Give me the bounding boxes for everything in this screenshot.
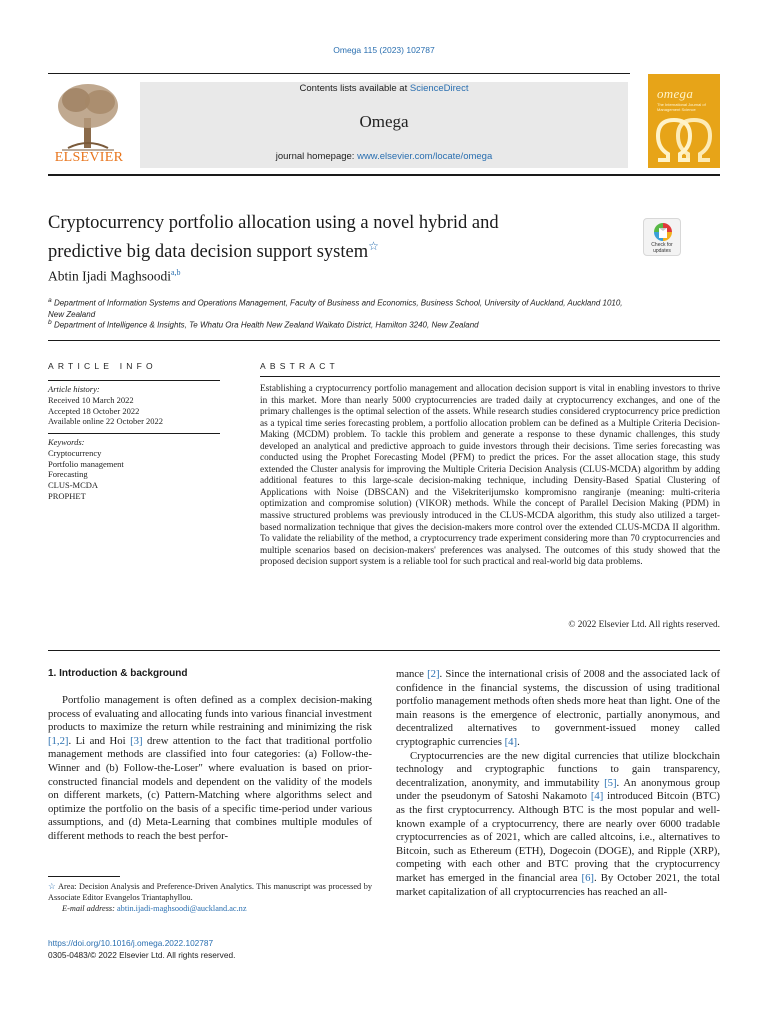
title-line-1: Cryptocurrency portfolio allocation using a novel hybrid and [48,213,499,233]
elsevier-wordmark: ELSEVIER [54,150,124,165]
author-affiliation-marks[interactable]: a,b [171,268,181,277]
abstract-text: Establishing a cryptocurrency portfolio management and allocation decision support is vital in enabling investors to thrive in this market. More than nearly 5000 cryptocurrencies are traded daily at cryptocurrency exchanges, and one of the primary challenges is the optimal selection of the assets. While research studies considered cryptocurrency price prediction as a typical time series forecasting problem, a portfolio allocation problem can be defined as a Multiple Criteria Decision-Making (MCDM) problem. To tackle this problem and generate a response to these dynamic challenges, this study developed an analytical and predictive approach to guide investors through their decisions. Time series forecasting was conducted using the Prophet Forecasting Model (PFM) to predict the prices. For the asset allocation stage, this study extended the Cluster analysis for improving the Multiple Criteria Decision Analysis (CLUS-MCDA) algorithm by adding additional features to this large-scale decision-making technique, including Density-Based Spatial Clustering of Applications with Noise (DBSCAN) and the Višekriterijumsko kompromisno rangiranje (meaning: multi-criteria optimization and compromise solution) (VIKOR) methods. While the concept of Parallel Decision Making (PDM) in massive structured problems was previously introduced in the CLUS-MCDA algorithm, this study also utilized a target-based normalization technique that gives the decision-makers more control over the extended CLUS-MCDA II algorithm. To validate the reliability of the method, a cryptocurrency trade experiment considering more than 70 cryptocurrencies and multiple scenarios based on decision-makers' preferences was analysed. The outcomes of this study showed that the proposed decision support system is a reliable tool for such practical and real-world big data problems. [260,384,720,568]
footnote-rule [48,876,120,877]
doi-link[interactable]: https://doi.org/10.1016/j.omega.2022.102787 [48,938,214,948]
check-for-updates-button[interactable] [643,218,681,256]
accepted-date: Accepted 18 October 2022 [48,405,140,416]
footnote-email [48,903,372,914]
affiliation-b-mark: b [48,319,52,326]
affiliation-rule [48,340,720,341]
homepage-prefix: journal homepage: [275,151,358,162]
affiliation-b [48,317,628,331]
journal-cover[interactable] [648,74,720,168]
affiliation-b-text: Department of Intelligence & Insights, Te Whatu Ora Health New Zealand Waikato District, Hamilton 3240, New Zealand [53,320,479,330]
keyword-item[interactable]: PROPHET [48,490,86,501]
paper-title [48,212,608,264]
author-email-link[interactable]: abtin.ijadi-maghsoodi@auckland.ac.nz [117,904,247,913]
history-label: Article history: [48,384,100,394]
section-title: 1. Introduction & background [48,668,188,679]
citation-link[interactable]: [1,2] [48,734,69,747]
article-info-rule [48,380,220,381]
author-line [48,268,181,285]
keywords-label: Keywords: [48,437,85,447]
journal-homepage-line [140,151,628,162]
crossmark-label: Check for updates [651,242,673,254]
article-info-heading: ARTICLE INFO [48,361,157,371]
footnote-star: ☆ [48,882,56,891]
abstract-heading: ABSTRACT [260,361,339,371]
crossmark-icon [653,222,673,242]
body-paragraph: Cryptocurrencies are the new digital currencies that utilize blockchain technology and cryptographic functions to gain transparency, decentralization, anonymity, and immutability [5]. An anonymous group under the pseudonym of Satoshi Nakamoto [4] introduced Bitcoin (BTC) as the first cryptocurrency. Although BTC is the most popular and well-known example of a cryptocurrency, there are nearly over 6000 tradable cryptocurrencies as of 2021, which are called altcoins, i.e., alternatives to Bitcoin, such as Ethereum (ETH), Dogecoin (DOGE), and Ripple (XRP), competing with each other and BTC proving that the cryptocurrency market has emerged in the financial area [6]. By October 2021, the total market capitalization of all cryptocurrencies has reached an all- [396,749,720,898]
body-paragraph: mance [2]. Since the international crisis of 2008 and the associated lack of confidence in the financial systems, the discussion of using traditional portfolio management methods often sheds more heat than light. One of the main reasons is the emergence of electronic, partially anonymous, and decentralized alternatives to government-issued money called cryptographic currencies [4]. [396,668,720,748]
received-date: Received 10 March 2022 [48,394,134,405]
body-rule [48,650,720,651]
header-bottom-rule [48,174,720,176]
affiliation-a-mark: a [48,297,52,304]
body-paragraph: Portfolio management is often defined as a complex decision-making process of evaluating and allocating funds into various financial investment products to maximize the return while restraining and minimizing the risk [1,2]. Li and Hoi [3] drew attention to the fact that traditional portfolio management methods are classified into four categories: (a) Follow-the-Winner and (b) Follow-the-Loser" where evaluation is based on prior-constructed financial models and dependent on the validity of the models on different markets, (c) Pattern-Matching where algorithms select and optimize the portfolio on the basis of a specific time-period under various assumptions, and (d) Meta-Learning that combines multiple modules of different methods to reach the best perfor- [48,694,372,842]
affiliation-a-text: Department of Information Systems and Operations Management, Faculty of Business and Economics, Business School, University of Auckland, Auckland 1010, New Zealand [48,298,623,319]
citation-link[interactable]: [4] [504,735,518,748]
footnote [48,881,372,914]
footnote-text: Area: Decision Analysis and Preference-Driven Analytics. This manuscript was processed by Associate Editor Evangelos Triantaphyllou. [48,882,372,902]
journal-homepage-link[interactable]: www.elsevier.com/locate/omega [357,151,493,162]
contents-prefix: Contents lists available at [299,83,410,94]
affiliation-a [48,295,628,320]
journal-banner [140,82,628,168]
citation-link[interactable]: [6] [581,871,594,884]
keywords-rule [48,433,220,434]
keyword-item[interactable]: CLUS-MCDA [48,480,99,491]
article-history [48,384,220,427]
keyword-item[interactable]: Forecasting [48,469,88,480]
online-date: Available online 22 October 2022 [48,416,164,427]
citation-link[interactable]: [3] [130,734,143,747]
cover-subtitle: The International Journal of Management Science [657,102,706,112]
keywords-block [48,437,220,502]
title-line-2: predictive big data decision support system [48,242,369,263]
citation-link[interactable]: [4] [590,790,604,803]
author-name[interactable]: Abtin Ijadi Maghsoodi [48,268,171,284]
cover-title: omega [657,86,694,101]
keyword-item[interactable]: Portfolio management [48,458,124,469]
issn-line: 0305-0483/© 2022 Elsevier Ltd. All rights reserved. [48,950,236,960]
title-footnote-star[interactable]: ☆ [368,239,379,253]
header-top-rule [48,73,630,74]
keyword-item[interactable]: Cryptocurrency [48,447,102,458]
sciencedirect-link[interactable]: ScienceDirect [409,83,469,94]
contents-line [140,83,628,94]
omega-symbol-icon [654,114,714,164]
elsevier-logo[interactable] [48,80,128,170]
journal-name: Omega [359,112,409,131]
citation-link[interactable]: [2] [427,668,440,680]
abstract-copyright: © 2022 Elsevier Ltd. All rights reserved. [568,620,720,630]
journal-citation[interactable]: Omega 115 (2023) 102787 [333,45,435,55]
abstract-rule [260,376,720,377]
email-label: E-mail address: [62,904,117,913]
footnote-area [48,881,372,903]
body-right-column [396,668,720,899]
body-left-column [48,694,372,844]
citation-link[interactable]: [5] [604,776,617,789]
